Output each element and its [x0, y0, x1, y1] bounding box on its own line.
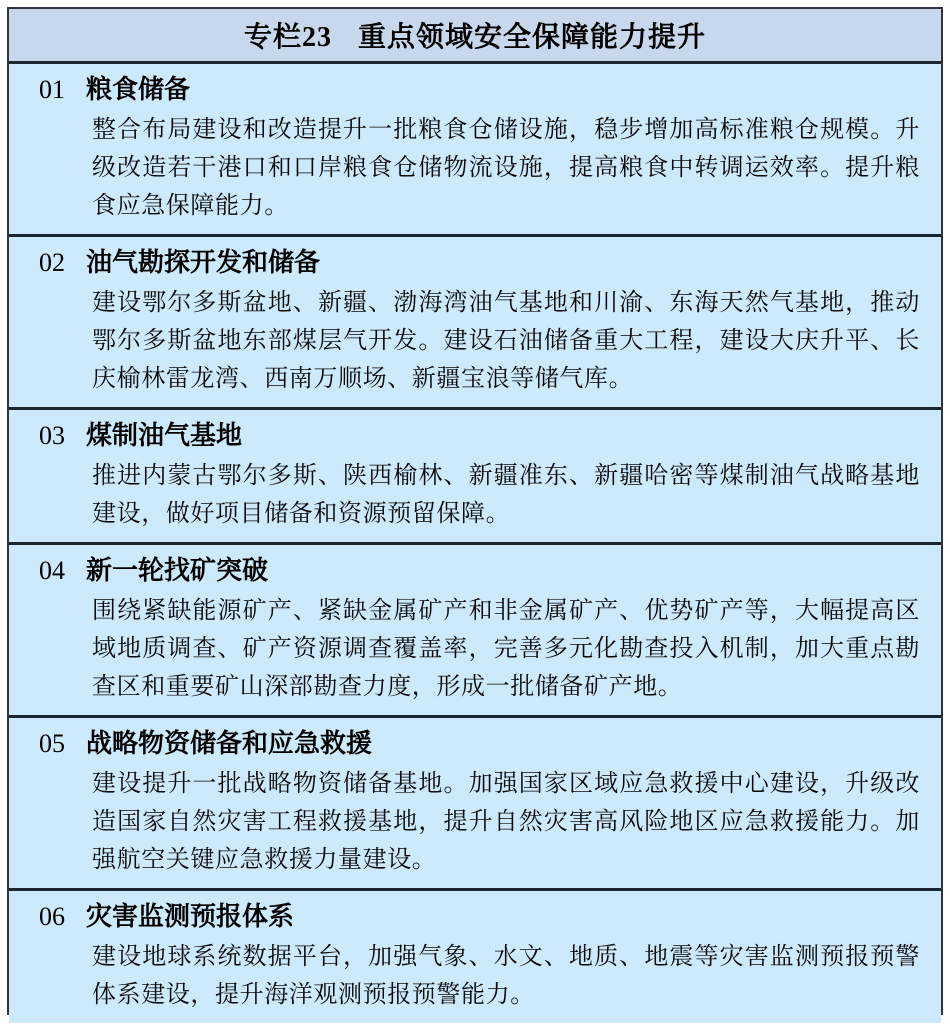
section-number: 05 — [39, 729, 65, 758]
box-23-panel — [7, 7, 943, 1015]
section-body-text: 建设提升一批战略物资储备基地。加强国家区域应急救援中心建设，升级改造国家自然灾害工程救援基地，提升自然灾害高风险地区应急救援能力。加强航空关键应急救援力量建设。 — [92, 771, 920, 873]
section-title: 粮食储备 — [86, 75, 191, 104]
section-title: 战略物资储备和应急救援 — [86, 729, 373, 758]
panel-header — [9, 9, 941, 64]
section-heading-row — [39, 244, 920, 282]
section-coal-to-oil-gas-bases — [9, 407, 941, 542]
section-heading-row — [39, 552, 920, 590]
section-body-text: 围绕紧缺能源矿产、紧缺金属矿产和非金属矿产、优势矿产等，大幅提高区域地质调查、矿产资源调查覆盖率，完善多元化勘查投入机制，加大重点勘查区和重要矿山深部勘查力度，形成一批储备矿产地。 — [92, 598, 920, 700]
section-title: 油气勘探开发和储备 — [86, 248, 321, 277]
section-heading-row — [39, 725, 920, 763]
section-grain-reserves — [9, 64, 941, 234]
section-list — [9, 64, 941, 1023]
section-heading-row — [39, 417, 920, 455]
section-heading-row — [39, 898, 920, 936]
section-title: 灾害监测预报体系 — [86, 902, 295, 931]
section-heading-row — [39, 71, 920, 109]
section-number: 04 — [39, 556, 65, 585]
section-body-text: 建设鄂尔多斯盆地、新疆、渤海湾油气基地和川渝、东海天然气基地，推动鄂尔多斯盆地东部煤层气开发。建设石油储备重大工程，建设大庆升平、长庆榆林雷龙湾、西南万顺场、新疆宝浪等储气库。 — [92, 290, 920, 392]
section-title: 煤制油气基地 — [86, 421, 243, 450]
section-mineral-prospecting — [9, 542, 941, 715]
section-number: 01 — [39, 75, 65, 104]
section-body-text: 整合布局建设和改造提升一批粮食仓储设施，稳步增加高标准粮仓规模。升级改造若干港口和口岸粮食仓储物流设施，提高粮食中转调运效率。提升粮食应急保障能力。 — [92, 117, 920, 219]
section-number: 02 — [39, 248, 65, 277]
section-disaster-monitoring — [9, 888, 941, 1023]
section-oil-gas-exploration — [9, 234, 941, 407]
panel-title-prefix: 专栏23 — [243, 22, 332, 53]
panel-title: 重点领域安全保障能力提升 — [358, 22, 707, 53]
section-number: 06 — [39, 902, 65, 931]
section-title: 新一轮找矿突破 — [86, 556, 269, 585]
section-body-text: 建设地球系统数据平台，加强气象、水文、地质、地震等灾害监测预报预警体系建设，提升海洋观测预报预警能力。 — [92, 944, 920, 1008]
section-number: 03 — [39, 421, 65, 450]
section-strategic-reserves-rescue — [9, 715, 941, 888]
section-body-text: 推进内蒙古鄂尔多斯、陕西榆林、新疆准东、新疆哈密等煤制油气战略基地建设，做好项目储备和资源预留保障。 — [92, 463, 920, 527]
